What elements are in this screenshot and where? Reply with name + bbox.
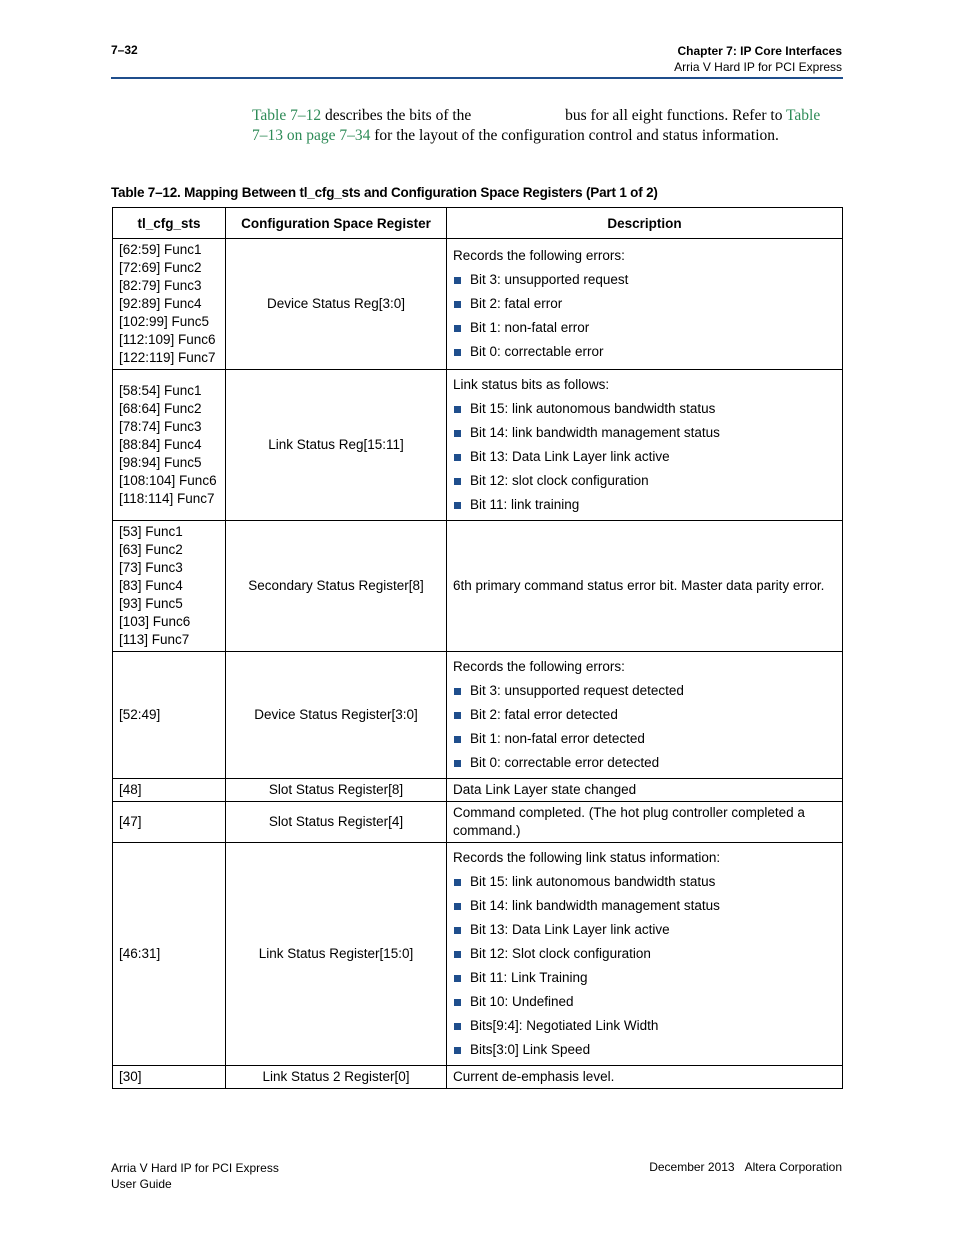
footer-date: December 2013 [649,1160,735,1174]
footer-doc [111,1160,279,1192]
header-subtitle: Arria V Hard IP for PCI Express [674,60,842,74]
bits-cell [113,652,226,779]
register-cell: Secondary Status Register[8] [226,521,447,652]
description-text: Records the following errors: [453,659,625,674]
bullet-item: Bit 11: link training [453,496,836,514]
bullet-item: Bits[9:4]: Negotiated Link Width [453,1017,836,1035]
bullet-item: Bit 2: fatal error [453,295,836,313]
bullet-list [453,682,836,772]
header-rule [111,77,843,79]
bullet-item: Bit 0: correctable error detected [453,754,836,772]
description-text: Command completed. (The hot plug controller completed a command.) [453,805,805,838]
bullet-item: Bit 14: link bandwidth management status [453,897,836,915]
intro-paragraph [252,106,832,146]
bit-range: [68:64] Func2 [119,401,202,416]
page-number: 7–32 [111,43,138,57]
register-cell: Link Status Reg[15:11] [226,370,447,521]
bits-cell [113,521,226,652]
register-cell: Link Status 2 Register[0] [226,1066,447,1089]
bits-cell [113,370,226,521]
bit-range: [52:49] [119,707,161,722]
table-header-row [113,208,843,239]
bullet-list [453,873,836,1059]
bit-range: [93] Func5 [119,596,183,611]
bullet-item: Bit 13: Data Link Layer link active [453,921,836,939]
footer-meta [649,1160,842,1174]
table-7-12-link[interactable]: Table 7–12 [252,107,322,124]
table-row [113,779,843,802]
bullet-item: Bit 13: Data Link Layer link active [453,448,836,466]
bullet-item: Bit 1: non-fatal error detected [453,730,836,748]
bit-range: [48] [119,782,142,797]
column-header-description: Description [447,208,843,239]
intro-text-3: for the layout of the configuration control and status information. [370,127,779,144]
bit-range: [58:54] Func1 [119,383,202,398]
footer-company: Altera Corporation [744,1160,842,1174]
bullet-item: Bit 11: Link Training [453,969,836,987]
description-cell [447,802,843,843]
bit-range: [122:119] Func7 [119,350,216,365]
bullet-item: Bit 15: link autonomous bandwidth status [453,873,836,891]
bullet-item: Bit 14: link bandwidth management status [453,424,836,442]
description-cell [447,652,843,779]
description-text: Records the following link status information: [453,850,721,865]
bullet-item: Bit 12: slot clock configuration [453,472,836,490]
bullet-item: Bit 3: unsupported request detected [453,682,836,700]
table-caption: Table 7–12. Mapping Between tl_cfg_sts and Configuration Space Registers (Part 1 of 2) [111,185,658,200]
bullet-item: Bit 0: correctable error [453,343,836,361]
bullet-item: Bit 1: non-fatal error [453,319,836,337]
table-row [113,521,843,652]
bits-cell [113,779,226,802]
bit-range: [46:31] [119,946,161,961]
bit-range: [72:69] Func2 [119,260,202,275]
bit-range: [47] [119,814,142,829]
bit-range: [113] Func7 [119,632,190,647]
table-row [113,652,843,779]
running-header [674,43,842,75]
bits-cell [113,843,226,1066]
table-row [113,370,843,521]
description-cell [447,1066,843,1089]
column-header-bits: tl_cfg_sts [113,208,226,239]
bit-range: [98:94] Func5 [119,455,202,470]
bit-range: [83] Func4 [119,578,183,593]
bullet-item: Bit 2: fatal error detected [453,706,836,724]
bit-range: [62:59] Func1 [119,242,202,257]
table-7-13-link[interactable]: Table 7–13 on page 7–34 [252,107,821,144]
description-cell [447,239,843,370]
register-cell: Slot Status Register[4] [226,802,447,843]
bullet-item: Bit 12: Slot clock configuration [453,945,836,963]
description-text: Current de-emphasis level. [453,1069,615,1084]
register-mapping-table [112,207,843,1089]
table-row [113,239,843,370]
description-text: Records the following errors: [453,248,625,263]
bit-range: [118:114] Func7 [119,491,215,506]
bit-range: [103] Func6 [119,614,191,629]
bit-range: [112:109] Func6 [119,332,216,347]
bits-cell [113,239,226,370]
bits-cell [113,1066,226,1089]
intro-text-1: describes the bits of the [321,107,476,124]
register-cell: Device Status Register[3:0] [226,652,447,779]
intro-text-2: bus for all eight functions. Refer to [561,107,787,124]
bit-range: [108:104] Func6 [119,473,217,488]
register-cell: Device Status Reg[3:0] [226,239,447,370]
bullet-list [453,271,836,361]
bullet-item: Bit 15: link autonomous bandwidth status [453,400,836,418]
table-row [113,843,843,1066]
footer-doc-title: Arria V Hard IP for PCI Express [111,1161,279,1175]
table-row [113,1066,843,1089]
description-cell [447,370,843,521]
chapter-title: Chapter 7: IP Core Interfaces [677,44,842,58]
bullet-item: Bit 10: Undefined [453,993,836,1011]
table-row [113,802,843,843]
bit-range: [102:99] Func5 [119,314,210,329]
register-cell: Slot Status Register[8] [226,779,447,802]
description-text: 6th primary command status error bit. Master data parity error. [453,578,825,593]
bit-range: [88:84] Func4 [119,437,202,452]
description-cell [447,779,843,802]
bit-range: [82:79] Func3 [119,278,202,293]
column-header-register: Configuration Space Register [226,208,447,239]
register-cell: Link Status Register[15:0] [226,843,447,1066]
description-cell [447,843,843,1066]
bits-cell [113,802,226,843]
bullet-item: Bit 3: unsupported request [453,271,836,289]
footer-doc-type: User Guide [111,1177,172,1191]
description-text: Link status bits as follows: [453,377,610,392]
bit-range: [73] Func3 [119,560,183,575]
description-text: Data Link Layer state changed [453,782,637,797]
bit-range: [53] Func1 [119,524,183,539]
bit-range: [78:74] Func3 [119,419,202,434]
bit-range: [92:89] Func4 [119,296,202,311]
description-cell [447,521,843,652]
bit-range: [63] Func2 [119,542,183,557]
bullet-list [453,400,836,514]
bullet-item: Bits[3:0] Link Speed [453,1041,836,1059]
bit-range: [30] [119,1069,142,1084]
